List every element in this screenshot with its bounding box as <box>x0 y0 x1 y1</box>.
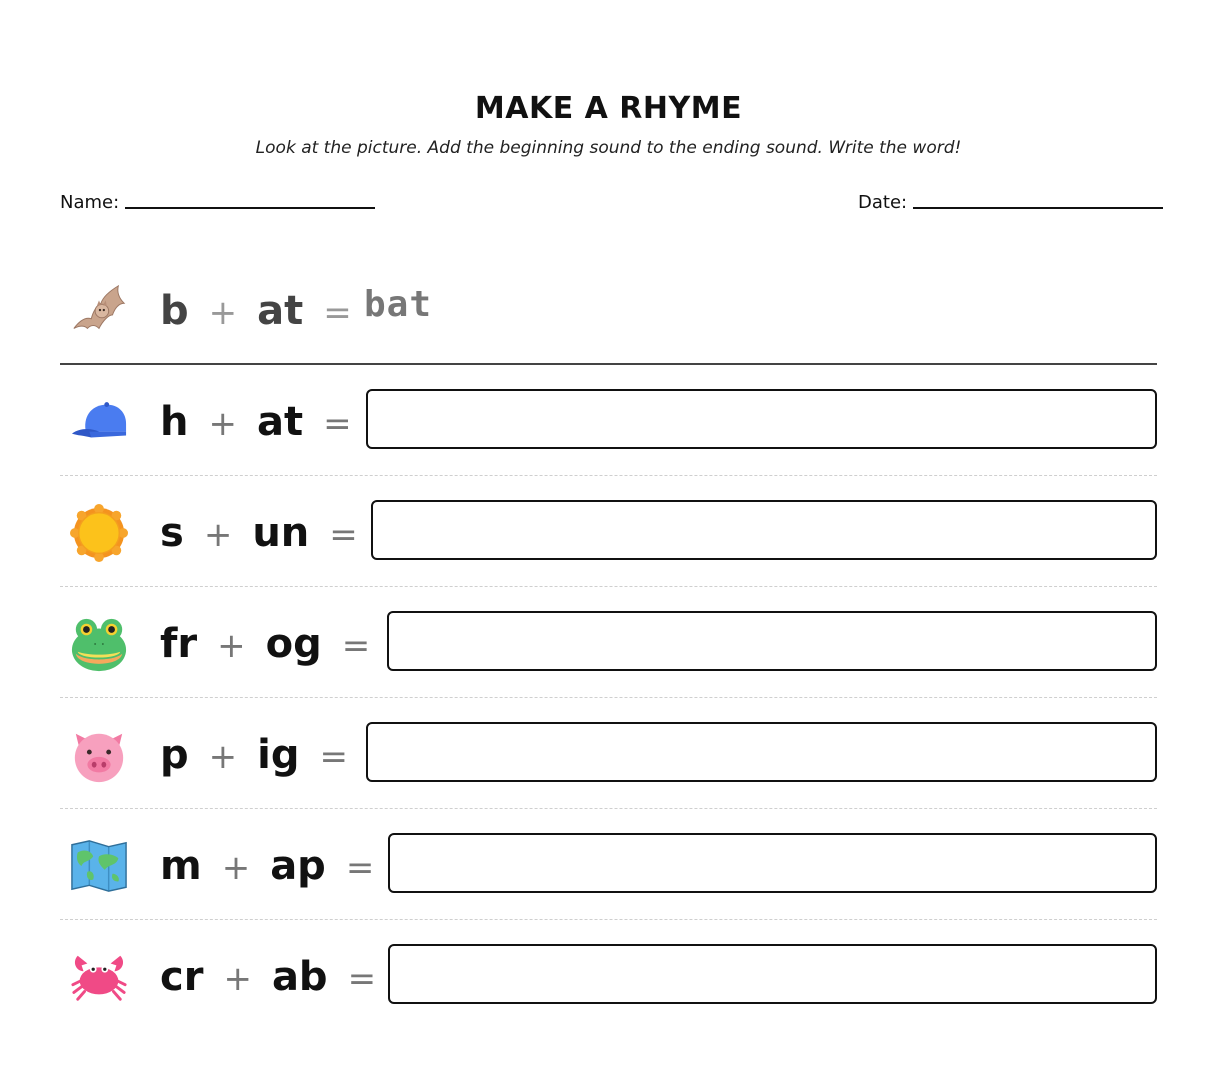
answer-box[interactable] <box>366 722 1157 782</box>
equation <box>160 621 390 667</box>
equation <box>160 510 378 556</box>
bat-icon <box>70 282 128 340</box>
rime: ig <box>257 732 300 778</box>
onset: h <box>160 399 189 445</box>
sun-icon <box>70 504 128 562</box>
equation <box>160 732 368 778</box>
rhyme-row <box>60 809 1157 920</box>
crab-icon <box>70 948 128 1006</box>
equals-sign: = <box>347 959 377 999</box>
equals-sign: = <box>345 848 375 888</box>
answer-box[interactable] <box>387 611 1157 671</box>
example-answer: bat <box>364 284 433 325</box>
plus-sign: + <box>203 515 233 555</box>
plus-sign: + <box>221 848 251 888</box>
plus-sign: + <box>217 626 246 666</box>
name-label: Name: <box>60 192 120 213</box>
rime: at <box>256 399 304 445</box>
instructions: Look at the picture. Add the beginning sound to the ending sound. Write the word! <box>255 138 962 158</box>
pig-icon <box>70 726 128 784</box>
rime: ap <box>270 843 326 889</box>
answer-box[interactable] <box>388 833 1157 893</box>
equation <box>160 399 372 445</box>
onset: b <box>160 288 189 334</box>
equals-sign: = <box>323 404 352 444</box>
page-title: MAKE A RHYME <box>474 91 743 126</box>
equation <box>160 954 396 1000</box>
rhyme-row <box>60 476 1157 587</box>
plus-sign: + <box>223 959 252 999</box>
answer-box[interactable] <box>366 389 1157 449</box>
plus-sign: + <box>208 404 237 444</box>
onset: cr <box>160 954 204 1000</box>
equals-sign: = <box>341 626 371 666</box>
date-field[interactable] <box>858 192 1163 213</box>
rime: at <box>257 288 304 334</box>
onset: p <box>160 732 189 778</box>
rime: ab <box>271 954 328 1000</box>
answer-box[interactable] <box>371 500 1157 560</box>
equation <box>160 843 394 889</box>
equation <box>160 288 372 334</box>
rime: og <box>265 621 322 667</box>
onset: m <box>160 843 202 889</box>
answer-box[interactable] <box>388 944 1157 1004</box>
name-field[interactable] <box>60 192 375 213</box>
onset: s <box>160 510 184 556</box>
rhyme-row <box>60 365 1157 476</box>
rhyme-row <box>60 587 1157 698</box>
date-underline[interactable] <box>913 206 1163 209</box>
frog-icon <box>70 615 128 673</box>
equals-sign: = <box>323 293 352 333</box>
equals-sign: = <box>319 737 348 777</box>
plus-sign: + <box>208 737 238 777</box>
cap-icon <box>70 393 128 451</box>
map-icon <box>70 837 128 895</box>
rhyme-row <box>60 920 1157 1031</box>
onset: fr <box>160 621 198 667</box>
rhyme-row <box>60 698 1157 809</box>
rime: un <box>252 510 310 556</box>
date-label: Date: <box>858 192 908 213</box>
plus-sign: + <box>208 293 238 333</box>
example-row <box>60 254 1157 365</box>
equals-sign: = <box>329 515 358 555</box>
name-underline[interactable] <box>125 206 375 209</box>
